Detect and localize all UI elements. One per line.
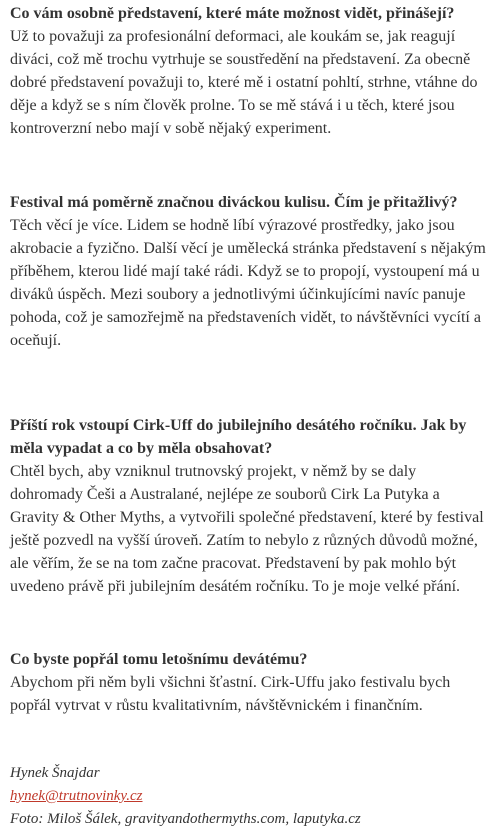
interview-block-1 bbox=[10, 2, 488, 140]
interview-answer: Abychom při něm byli všichni šťastní. Cirk-Uffu jako festivalu bych popřál vytrvat v růstu kvalitativním, návštěvnickém i finančním. bbox=[10, 674, 451, 714]
interview-question: Příští rok vstoupí Cirk-Uff do jubilejního desátého ročníku. Jak by měla vypadat a co by měla obsahovat? bbox=[10, 417, 467, 457]
interview-question: Festival má poměrně značnou diváckou kulisu. Čím je přitažlivý? bbox=[10, 194, 458, 211]
interview-block-2 bbox=[10, 191, 488, 352]
interview-answer: Těch věcí je více. Lidem se hodně líbí výrazové prostředky, jako jsou akrobacie a fyzično. Další věcí je umělecká stránka představení s nějakým příběhem, kterou lidé mají také rádi. Když se to propojí, vystoupení má u diváků úspěch. Mezi soubory a jednotlivými účinkujícími navíc panuje pohoda, což je samozřejmě na představeních vidět, to návštěvníci vycítí a oceňují. bbox=[10, 217, 486, 349]
author-name: Hynek Šnajdar bbox=[10, 765, 100, 781]
interview-question: Co vám osobně představení, které máte možnost vidět, přinášejí? bbox=[10, 5, 455, 22]
interview-block-4 bbox=[10, 648, 488, 717]
interview-answer: Chtěl bych, aby vzniknul trutnovský projekt, v němž by se daly dohromady Češi a Australané, nejlépe ze souborů Cirk La Putyka a Gravity & Other Myths, a vytvořili společné představení, které by festival ještě pozvedl na vyšší úroveň. Zatím to nebylo z různých důvodů možné, ale věřím, že se na tom začne pracovat. Představení by pak mohlo být uvedeno právě při jubilejním desátém ročníku. To je moje velké přání. bbox=[10, 463, 484, 595]
article-footer bbox=[10, 762, 488, 831]
author-email-link[interactable]: hynek@trutnovinky.cz bbox=[10, 788, 143, 804]
interview-block-3 bbox=[10, 414, 488, 598]
interview-question: Co byste popřál tomu letošnímu devátému? bbox=[10, 651, 308, 668]
photo-credit: Foto: Miloš Šálek, gravityandothermyths.com, laputyka.cz bbox=[10, 811, 361, 827]
interview-answer: Už to považuji za profesionální deformaci, ale koukám se, jak reagují diváci, což mě trochu vytrhuje se soustředění na představení. Za obecně dobré představení považuji to, které mě i ostatní pohltí, strhne, vtáhne do děje a když se s ním člověk prolne. To se mě stává i u těch, které jsou kontroverzní nebo mají v sobě nějaký experiment. bbox=[10, 28, 478, 137]
